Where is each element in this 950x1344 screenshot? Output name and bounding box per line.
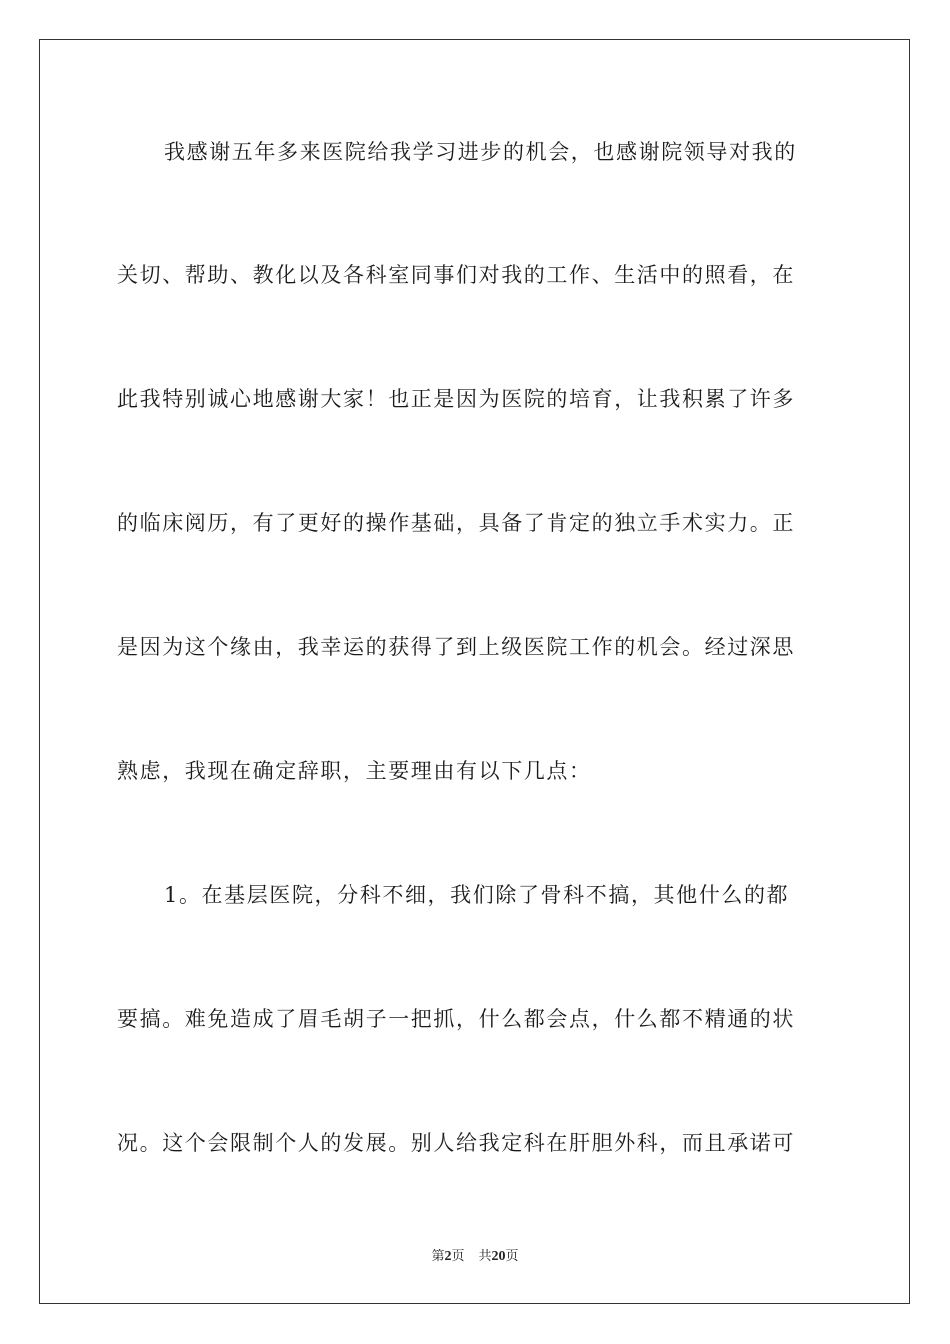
page-prefix: 第 xyxy=(431,1249,445,1264)
paragraph-line-4: 的临床阅历，有了更好的操作基础，具备了肯定的独立手术实力。正 xyxy=(117,511,795,535)
total-page-count: 20 xyxy=(491,1249,506,1264)
total-suffix: 页 xyxy=(505,1249,519,1264)
paragraph-line-5: 是因为这个缘由，我幸运的获得了到上级医院工作的机会。经过深思 xyxy=(117,635,795,659)
current-page-number: 2 xyxy=(444,1249,452,1264)
page-border xyxy=(39,39,910,1304)
paragraph-line-1: 我感谢五年多来医院给我学习进步的机会，也感谢院领导对我的 xyxy=(164,140,797,164)
page-suffix: 页 xyxy=(451,1249,465,1264)
page-footer xyxy=(0,1249,950,1265)
list-item-1-line-1: 1。在基层医院，分科不细，我们除了骨科不搞，其他什么的都 xyxy=(164,883,790,907)
list-item-1-line-3: 况。这个会限制个人的发展。别人给我定科在肝胆外科，而且承诺可 xyxy=(117,1131,795,1155)
list-item-1-line-2: 要搞。难免造成了眉毛胡子一把抓，什么都会点，什么都不精通的状 xyxy=(117,1007,795,1031)
paragraph-line-2: 关切、帮助、教化以及各科室同事们对我的工作、生活中的照看，在 xyxy=(117,263,795,287)
paragraph-line-6: 熟虑，我现在确定辞职，主要理由有以下几点： xyxy=(117,759,592,783)
paragraph-line-3: 此我特别诚心地感谢大家！也正是因为医院的培育，让我积累了许多 xyxy=(117,387,795,411)
total-prefix: 共 xyxy=(478,1249,492,1264)
